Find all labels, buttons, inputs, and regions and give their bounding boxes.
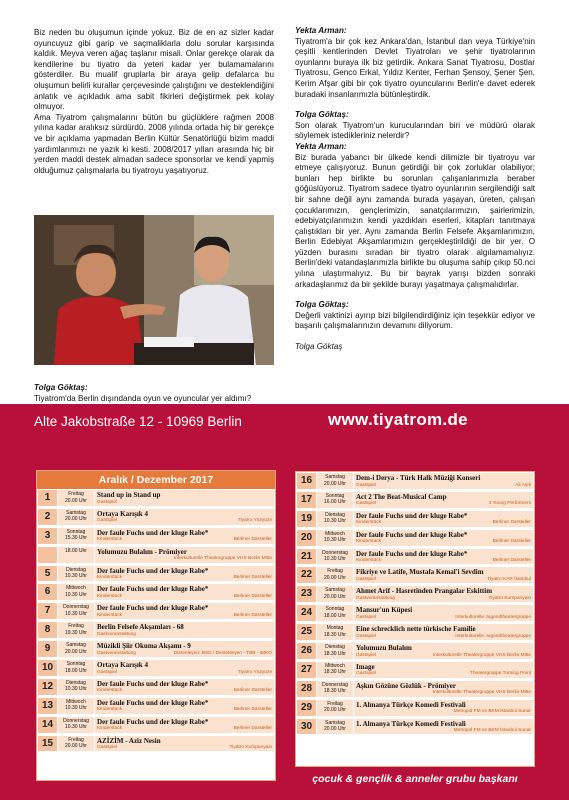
event-datetime [58, 679, 94, 695]
event-title: Act 2 The Beat-Musical Camp [356, 492, 447, 501]
event-category: Kinderstück [97, 707, 123, 713]
calendar-event [296, 491, 534, 510]
event-weekday: Samstag [66, 509, 86, 516]
event-title: Der faule Fuchs und der kluge Rabe* [97, 528, 209, 537]
event-time: 18.00 Uhr [65, 667, 87, 674]
event-category: Gastspiel [97, 745, 117, 751]
event-title: Der faule Fuchs und der kluge Rabe* [97, 698, 209, 707]
event-body [95, 698, 274, 714]
event-weekday: Mittwoch [66, 585, 86, 592]
event-day-number: 12 [38, 679, 57, 695]
event-category: Gastspiel [97, 669, 117, 675]
calendar-event [296, 472, 534, 491]
event-datetime [317, 549, 353, 565]
event-day-number: 26 [297, 643, 316, 659]
question-text: Tiyatrom'da Berlin dışındanda oyun ve oyuncular yer aldımı? [34, 393, 252, 403]
event-day-number: 20 [297, 530, 316, 546]
event-body [354, 511, 533, 527]
calendar-event [296, 604, 534, 623]
event-body [354, 567, 533, 583]
event-body [95, 736, 274, 752]
event-category: Kinderstück [97, 726, 123, 732]
calendar-event [37, 602, 275, 621]
calendar-event [296, 585, 534, 604]
event-body [354, 586, 533, 602]
event-organizer: Düzenleyen: BSD / Destekleyen - TBB - IMKO [173, 650, 272, 656]
event-organizer: Berliner Darsteller [233, 575, 272, 581]
event-day-number: 3 [38, 528, 57, 544]
event-datetime [58, 660, 94, 676]
event-datetime [317, 624, 353, 640]
event-datetime [317, 473, 353, 489]
calendar-event [296, 566, 534, 585]
event-body [95, 679, 274, 695]
calendar-event [37, 735, 275, 754]
event-day-number: 27 [297, 662, 316, 678]
event-datetime [58, 641, 94, 657]
event-category: Kinderstück [356, 558, 382, 564]
event-weekday: Samstag [325, 474, 345, 480]
event-weekday: Donnerstag [322, 549, 348, 556]
event-weekday: Samstag [325, 587, 345, 594]
event-category: Gastspiel [356, 652, 376, 658]
event-body [354, 662, 533, 678]
calendar-event [37, 546, 275, 565]
event-body [354, 530, 533, 546]
event-time: 10.30 Uhr [324, 518, 346, 525]
question-author: Tolga Göktaş: [34, 383, 88, 392]
calendar-event [296, 642, 534, 661]
event-organizer: Berliner Darsteller [233, 726, 272, 732]
event-time: 20.00 Uhr [324, 593, 346, 600]
event-time: 18.00 Uhr [65, 547, 87, 554]
event-weekday: Freitag [327, 700, 343, 707]
event-category: Kinderstück [97, 593, 123, 599]
event-title: Der faule Fuchs und der kluge Rabe* [356, 530, 468, 539]
question-text: Son olarak Tiyatrom'un kurucularından biri ve müdürü olarak söylemek istedikleriniz nelerdir? [295, 120, 535, 141]
event-organizer: Interkulturelle Jugendtheatergruppe [455, 633, 531, 639]
event-body [95, 528, 274, 544]
event-organizer: Interkulturelle Theatergruppe VHS Berlin Mitte [432, 652, 531, 658]
event-day-number: 21 [297, 549, 316, 565]
calendar-event [296, 510, 534, 529]
event-title: Der faule Fuchs und der kluge Rabe* [356, 511, 468, 520]
calendar-event [37, 489, 275, 508]
event-body [95, 584, 274, 600]
question-author: Tolga Göktaş: [295, 300, 349, 310]
answer-text: Biz burada yabancı bir ülkede kendi dilimizle bir tiyatroyu var etmeye çalışıyoruz. Bunun getirdiği bir çok zorluklar olabiliyor; bunları hep birlikte bu sorunları çalışanlarımızla beraber göğüslüyoruz. Tiyatrom sadece tiyatro oyunlarının sergilendiği salt bir sahne değil aynı zamanda burada yaşayan, üreten, çalışan çocuklarımızın, gençlerimizin, sanatçılarımızın, şairlerimizin, edebiyatçılarımızın kendi yazdıkları eserleri, kitapları tanıtmaya çalıştıkları bir yer. Aynı zamanda Berlin Felsefe Akşamlarımızın, Berlin Edebiyat Akşamlarımızın gerçekleştirildiği de bir yer. O yüzden burasını sıradan bir tiyatro olarak algılamamalıyız. Berlin'deki vatandaşlarımızla birlikte bu oluşuma sahip çıkıp 50.nci yılına ulaştırmalıyız. Bu bir bayrak yarışı bizden sonraki arkadaşlarımız da bir şekilde burayı yaşatmaya çalışmalıdırlar. [295, 152, 535, 289]
event-time: 10.30 Uhr [65, 724, 87, 731]
event-organizer: Ali Aşık [515, 482, 531, 488]
event-organizer: Interkulturelle Theatergruppe VHS Berlin Mitte [432, 690, 531, 696]
event-time: 18.30 Uhr [324, 669, 346, 676]
event-weekday: Donnerstag [63, 604, 89, 611]
event-organizer: Berliner Darsteller [233, 537, 272, 543]
event-weekday: Dienstag [66, 566, 86, 573]
event-organizer: Theatergruppe Turning Point [469, 671, 531, 677]
event-datetime [317, 681, 353, 697]
event-title: Dem-i Derya - Türk Halk Müziği Konseri [356, 474, 481, 482]
event-title: Mansur'un Küpesi [356, 606, 413, 615]
calendar-right [295, 471, 535, 767]
event-time: 18.30 Uhr [324, 631, 346, 638]
event-category: Gastspiel [356, 671, 376, 677]
event-category: Gastspiel [356, 482, 376, 488]
event-datetime [58, 736, 94, 752]
event-title: Der faule Fuchs und der kluge Rabe* [356, 549, 468, 558]
event-title: Stand up in Stand up [97, 491, 161, 499]
calendar-event [296, 680, 534, 699]
event-datetime [317, 719, 353, 735]
event-body [95, 490, 274, 506]
event-title: Der faule Fuchs und der kluge Rabe* [97, 585, 209, 594]
event-body [95, 622, 274, 638]
event-title: Ortaya Karışık 4 [97, 661, 148, 670]
event-title: Der faule Fuchs und der kluge Rabe* [97, 717, 209, 726]
event-weekday: Dienstag [66, 679, 86, 686]
event-day-number: 15 [38, 736, 57, 752]
event-category: Kinderstück [97, 537, 123, 543]
event-datetime [317, 605, 353, 621]
event-organizer: Tiyatro KAR İstanbul [487, 576, 531, 582]
calendar-event [37, 697, 275, 716]
event-datetime [58, 622, 94, 638]
event-body [95, 547, 274, 563]
calendar-event [37, 527, 275, 546]
website-link[interactable]: www.tiyatrom.de [328, 410, 468, 429]
event-title: Fikriye ve Latife, Mustafa Kemal'i Sevdim [356, 568, 484, 577]
event-weekday: Mittwoch [325, 662, 345, 669]
event-datetime [317, 586, 353, 602]
event-title: Yolumuzu Bulalım [356, 644, 412, 653]
event-datetime [58, 584, 94, 600]
answer-author: Yekta Arman: [295, 26, 347, 35]
event-category: Kinderstück [97, 688, 123, 694]
event-time: 16.00 Uhr [324, 499, 346, 506]
event-time: 10.30 Uhr [324, 537, 346, 544]
question-text: Değerli vaktinizi ayırıp bizi bilgilendirdiğiniz için teşekkür ediyor ve başarılı çalışmalarınızın devamını diliyorum. [295, 310, 535, 331]
event-body [354, 681, 533, 697]
paragraph: Biz neden bu oluşumun içinde yokuz. Biz de en az sizler kadar oyuncuyuz gibi garip ve saçmaliklarla dolu sorular karşısında kaldık. Meyva veren ağaç taşlanır misali. Onlar gerekçe olarak da kendilerine bu tiyatro da yeteri kadar yer bulamamalarını gösterdiler. Bu mualif gruplarla bir araya gelip defalarca bu oluşumun belirli kurallar çerçevesinde çalıştığını ve desteklendiğini anlatık ve açıkladık ama sabit fikirleri değiştirmek pek kolay olmuyor. [34, 28, 274, 112]
event-time: 20.00 Uhr [324, 707, 346, 714]
calendar-event [296, 699, 534, 718]
event-category: Gastveranstaltung [97, 631, 136, 637]
event-weekday: Freitag [68, 623, 84, 630]
calendar-event [37, 659, 275, 678]
event-day-number: 13 [38, 698, 57, 714]
event-day-number: 6 [38, 584, 57, 600]
event-time: 18.00 Uhr [324, 612, 346, 619]
event-title: Ahmet Arif - Hasretinden Prangalar Eskittim [356, 587, 493, 596]
event-day-number: 2 [38, 509, 57, 525]
event-title: Der faule Fuchs und der kluge Rabe* [97, 679, 209, 688]
event-category: Gastspiel [356, 614, 376, 620]
event-title: Aşkın Gözüne Gözlük - Prömiyer [356, 681, 456, 690]
event-time: 20.00 Uhr [324, 480, 346, 487]
event-weekday: Freitag [68, 491, 84, 497]
calendar-event [37, 565, 275, 584]
answer-author: Yekta Arman: [295, 141, 347, 151]
event-datetime [58, 547, 94, 563]
event-weekday: Donnerstag [322, 681, 348, 688]
event-weekday: Donnerstag [63, 717, 89, 724]
event-datetime [58, 490, 94, 506]
event-organizer: Berliner Darsteller [233, 688, 272, 694]
event-body [95, 717, 274, 733]
event-weekday: Dienstag [325, 511, 345, 518]
event-datetime [317, 662, 353, 678]
event-time: 20.00 Uhr [65, 516, 87, 523]
calendar-event [296, 548, 534, 567]
event-organizer: Metropol FM ve BKM İstanbul Sunar [453, 728, 531, 734]
event-body [354, 605, 533, 621]
event-time: 18.30 Uhr [324, 650, 346, 657]
event-organizer: Tiyatro Kumpanyası [488, 595, 531, 601]
event-day-number: 5 [38, 566, 57, 582]
event-time: 20.00 Uhr [65, 743, 87, 750]
event-body [354, 719, 533, 735]
event-title: AZİZİM - Aziz Nesin [97, 736, 161, 745]
event-category: Gastspiel [97, 518, 117, 524]
event-weekday: Mittwoch [66, 698, 86, 705]
calendar-event [37, 678, 275, 697]
event-datetime [317, 700, 353, 716]
right-column [295, 26, 535, 353]
calendar-event [37, 508, 275, 527]
slogan: çocuk & gençlik & anneler grubu başkanı [312, 773, 518, 785]
event-time: 20.00 Uhr [65, 497, 87, 504]
event-weekday: Samstag [66, 642, 86, 649]
event-datetime [58, 717, 94, 733]
event-datetime [58, 698, 94, 714]
event-title: Eine schrecklich nette türkische Familie [356, 625, 476, 634]
event-weekday: Sonntag [66, 661, 86, 668]
event-organizer: Interkulturelle Jugendtheatergruppe [455, 614, 531, 620]
calendar-title: Aralık / Dezember 2017 [37, 471, 275, 489]
event-datetime [317, 492, 353, 508]
calendar-event [37, 716, 275, 735]
event-organizer: Tiyatro Yüzyüze [237, 518, 272, 524]
event-time: 18.30 Uhr [324, 688, 346, 695]
event-day-number: 9 [38, 641, 57, 657]
event-weekday: Sonntag [325, 606, 345, 613]
event-day-number: 14 [38, 717, 57, 733]
event-category: Kinderstück [356, 539, 382, 545]
event-category: Kinderstück [356, 520, 382, 526]
event-body [95, 566, 274, 582]
event-day-number: 8 [38, 622, 57, 638]
event-body [95, 603, 274, 619]
event-title: 1. Almanya Türkçe Komedi Festivali [356, 719, 466, 728]
event-body [95, 660, 274, 676]
calendar-event [37, 583, 275, 602]
event-weekday: Freitag [327, 568, 343, 575]
event-organizer: 4 Young Performers [488, 501, 531, 507]
event-time: 10.30 Uhr [65, 686, 87, 693]
event-body [354, 492, 533, 508]
event-title: Berlin Felsefe Akşamları - 68 [97, 623, 184, 632]
event-organizer: Tiyatro Kumpanyası [229, 745, 272, 751]
event-category: Gastspiel [356, 501, 376, 507]
event-organizer: Metropol FM ve BKM İstanbul Sunar [453, 709, 531, 715]
calendar-event [37, 621, 275, 640]
event-datetime [58, 603, 94, 619]
paragraph: Ama Tiyatrom çalışmalarını bütün bu güçlüklere rağmen 2008 yılına kadar aralıksız sürdürdü. 2008 yılında ortada hiç bir gerekçe ve bir açıklama yapmadan Berlin Kültür Senatörlüğü bizim maddi yardımlarımızı ne yazık ki kesti. 2008/2017 yılları arasında hiç bir yerden maddi destek almadan sadece sponsorlar ve kendi yapmiş olduğumuz çalışmalarla bu tiyatroyu yaşatıyoruz. [34, 112, 274, 175]
event-body [354, 643, 533, 659]
event-day-number: 19 [297, 511, 316, 527]
event-weekday: Samstag [325, 719, 345, 726]
question-author: Tolga Göktaş: [295, 110, 349, 120]
calendar-event [296, 623, 534, 642]
left-column-top [34, 28, 274, 176]
calendar-event [296, 718, 534, 737]
event-time: 10.30 Uhr [65, 573, 87, 580]
event-datetime [58, 509, 94, 525]
event-body [95, 509, 274, 525]
calendar-event [296, 529, 534, 548]
event-datetime [317, 643, 353, 659]
event-weekday: Sonntag [66, 528, 86, 535]
calendar-event [296, 661, 534, 680]
event-organizer: Tiyatro Yüzyüze [237, 669, 272, 675]
event-time: 10.30 Uhr [324, 556, 346, 563]
event-day-number: 23 [297, 586, 316, 602]
calendar-left [36, 470, 276, 781]
event-datetime [58, 528, 94, 544]
event-organizer: Berliner Darsteller [233, 707, 272, 713]
event-category: Gastspiel [356, 633, 376, 639]
event-time: 10.30 Uhr [65, 705, 87, 712]
event-body [354, 549, 533, 565]
address: Alte Jakobstraße 12 - 10969 Berlin [34, 414, 242, 429]
event-day-number: 30 [297, 719, 316, 735]
event-organizer: Berliner Darsteller [233, 593, 272, 599]
event-category: Gastspiel [356, 576, 376, 582]
event-title: Müzikli Şiir Okuma Akşamı - 9 [97, 642, 191, 651]
event-datetime [317, 511, 353, 527]
event-time: 10.30 Uhr [65, 610, 87, 617]
answer-text: Tiyatrom'a bir çok kez Ankara'dan, İstanbul dan veya Türkiye'nin çeşitli kentlerinden Devlet Tiyatroları ve şehir tiyatrolarının oyunlarını buraya ilk biz getirdik. Ankara Sanat Tiyatrosu, Dostlar Tiyatrosu, Genco Erkal, Yıldız Kenter, Ferhan Şensoy, Şener Şen, Kerim Afşar gibi bir çok tiyatro oyuncularını Berlin'e davet ederek buradaki insanlarımızla bütünleştirdik. [295, 36, 535, 99]
event-organizer: Berliner Darsteller [492, 558, 531, 564]
event-weekday: Dienstag [325, 644, 345, 651]
event-body [95, 641, 274, 657]
left-column-bottom [34, 383, 274, 404]
event-category: Kinderstück [97, 575, 123, 581]
event-organizer: Berliner Darsteller [233, 612, 272, 618]
event-weekday: Montag [326, 625, 344, 632]
event-category: Kinderstück [97, 612, 123, 618]
event-title: Der faule Fuchs und der kluge Rabe* [97, 566, 209, 575]
event-time: 20.00 Uhr [324, 574, 346, 581]
event-weekday: Freitag [68, 736, 84, 743]
event-day-number: 7 [38, 603, 57, 619]
event-title: Image [356, 662, 375, 671]
event-title: Ortaya Karışık 4 [97, 509, 148, 518]
event-day-number: 17 [297, 492, 316, 508]
event-weekday: Sonntag [325, 492, 345, 499]
event-category: Gastveranstaltung [97, 650, 136, 656]
calendar-event [37, 640, 275, 659]
event-time: 20.00 Uhr [324, 726, 346, 733]
event-datetime [317, 530, 353, 546]
event-day-number: 29 [297, 700, 316, 716]
event-title: Der faule Fuchs und der kluge Rabe* [97, 604, 209, 613]
event-datetime [317, 567, 353, 583]
event-datetime [58, 566, 94, 582]
interview-photo [34, 215, 274, 365]
event-day-number: 16 [297, 473, 316, 489]
event-day-number: 28 [297, 681, 316, 697]
event-body [354, 473, 533, 489]
event-day-number: 10 [38, 660, 57, 676]
event-category: Gastspiel [97, 499, 117, 505]
event-organizer: Interkulturelle Theatergruppe VHS Berlin Mitte [173, 556, 272, 562]
event-title: 1. Almanya Türkçe Komedi Festivali [356, 700, 466, 709]
event-body [354, 624, 533, 640]
event-day-number: 1 [38, 490, 57, 506]
event-category: Gastveranstaltung [356, 595, 395, 601]
event-time: 15.30 Uhr [65, 535, 87, 542]
event-time: 10.30 Uhr [65, 591, 87, 598]
event-weekday: Mittwoch [325, 530, 345, 537]
event-body [354, 700, 533, 716]
event-day-number: 24 [297, 605, 316, 621]
event-day-number [38, 547, 57, 563]
event-organizer: Berliner Darsteller [492, 520, 531, 526]
event-time: 20.00 Uhr [65, 648, 87, 655]
event-time: 19.30 Uhr [65, 629, 87, 636]
event-day-number: 25 [297, 624, 316, 640]
event-title: Yolumuzu Bulalım - Prömiyer [97, 547, 188, 556]
signature: Tolga Göktaş [295, 342, 343, 352]
event-day-number: 22 [297, 567, 316, 583]
event-organizer: Berliner Darsteller [492, 539, 531, 545]
